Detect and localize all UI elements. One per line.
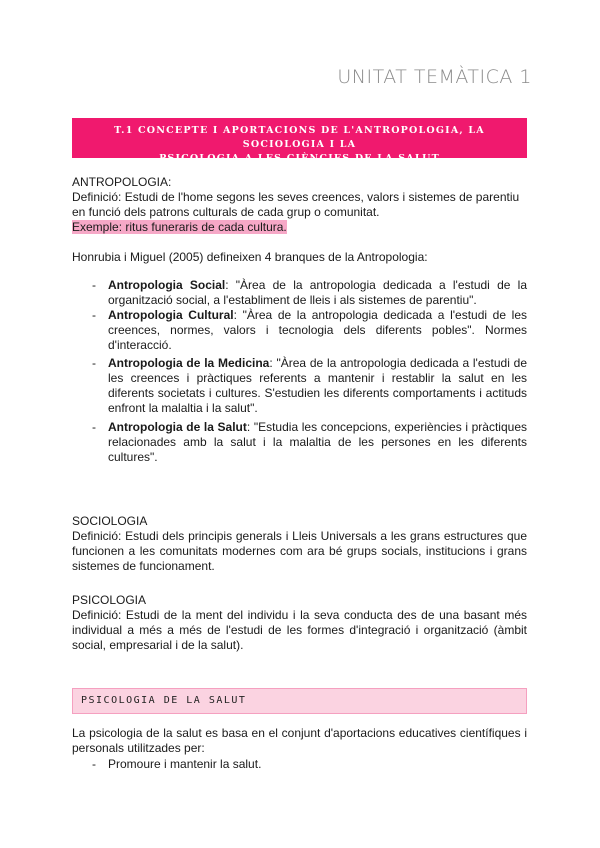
bullet-dash: -	[92, 757, 96, 771]
psicologia-salut-banner: PSICOLOGIA DE LA SALUT	[72, 688, 527, 714]
psicologia-heading: PSICOLOGIA	[72, 593, 147, 607]
bullet-dash: -	[92, 420, 96, 434]
antropologia-intro: Honrubia i Miguel (2005) defineixen 4 branques de la Antropologia:	[72, 250, 428, 264]
branch-item	[108, 420, 527, 465]
branch-item	[108, 356, 527, 416]
branch-item	[108, 278, 527, 308]
sociologia-definition: Definició: Estudi dels principis generals i Lleis Universals a les grans estructures que funcionen a les comunitats modernes com ara bé grups socials, institucions i grans sistemes de funcionament.	[72, 529, 527, 573]
sociologia-heading: SOCIOLOGIA	[72, 514, 148, 528]
antropologia-example	[72, 220, 527, 235]
antropologia-definition-line-2: en funció dels patrons culturals de cada grup o comunitat.	[72, 205, 380, 219]
branch-term: Antropologia Cultural	[108, 308, 234, 322]
bullet-dash: -	[92, 278, 96, 292]
branch-term: Antropologia Social	[108, 278, 226, 292]
psicologia-definition: Definició: Estudi de la ment del individu i la seva conducta des de una basant més individual a més a més de l'estudi de les formes d'integració i organització (àmbit social, empresarial i de la salut).	[72, 608, 527, 652]
branch-term: Antropologia de la Salut	[108, 420, 247, 434]
antropologia-heading: ANTROPOLOGIA:	[72, 175, 172, 189]
main-section-banner	[72, 118, 527, 164]
highlighted-example: Exemple: ritus funeraris de cada cultura.	[72, 220, 287, 234]
branch-item	[108, 308, 527, 353]
antropologia-definition-line-1: Definició: Estudi de l'home segons les seves creences, valors i sistemes de parentiu	[72, 190, 520, 204]
branch-description: : "Àrea de la antropologia dedicada a l'estudi de les creences i pràctiques referents a mantenir i restablir la salut en les diferents societats i cultures. S'estudien les diferents comportaments i actituds enfront la malaltia i la salut".	[108, 356, 528, 415]
branch-description: : "Estudia les concepcions, experiències i pràctiques relacionades amb la salut i la malaltia de les persones en les diferents cultures".	[108, 420, 527, 464]
bullet-dash: -	[92, 308, 96, 322]
psicologia-salut-text: La psicologia de la salut es basa en el conjunt d'aportacions educatives científiques i personals utilitzades per:	[72, 726, 527, 755]
branch-description: : "Àrea de la antropologia dedicada a l'estudi de la organització social, a l'establiment de lleis i als sistemes de parentiu".	[108, 278, 527, 307]
branch-description: : "Àrea de la antropologia dedicada a l'estudi de les creences, normes, valors i tecnologia dels diferents pobles". Normes d'interacció.	[108, 308, 527, 352]
branch-term: Antropologia de la Medicina	[108, 356, 270, 370]
bullet-dash: -	[92, 356, 96, 370]
banner-line-2: PSICOLOGIA A LES CIÈNCIES DE LA SALUT	[159, 153, 440, 164]
unit-title: UNITAT TEMÀTICA 1	[337, 66, 532, 88]
banner-line-1: T.1 CONCEPTE I APORTACIONS DE L'ANTROPOLOGIA, LA SOCIOLOGIA I LA	[114, 125, 485, 150]
list-item: Promoure i mantenir la salut.	[108, 757, 262, 771]
